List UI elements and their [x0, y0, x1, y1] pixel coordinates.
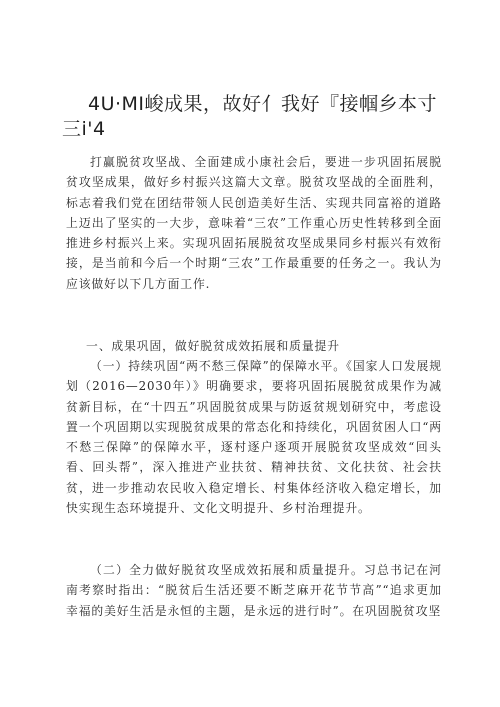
title-line-1: 4U·MI峻成果，故好亻我好『接帼乡本寸: [88, 93, 438, 115]
intro-paragraph: 打赢脱贫攻坚战、全面建成小康社会后，要进一步巩固拓展脱贫攻坚成果，做好乡村振兴这篇大文章。脱贫攻坚战的全面胜利，标志着我们党在团结带领人民创造美好生活、实现共同富裕的道路上迈出了坚实的一大步，意味着“三农”工作重心历史性转移到全面推进乡村振兴上来。实现巩固拓展脱贫攻坚成果同乡村振兴有效衔接，是当前和今后一个时期“三农”工作最重要的任务之一。我认为应该做好以下几方面工作.: [66, 155, 442, 291]
title-line-2: 三i'4: [62, 118, 106, 140]
section-heading: 一、成果巩固，做好脱贫成效拓展和质量提升: [86, 339, 340, 353]
document-title: [62, 92, 442, 142]
subsection-2-paragraph: （二）全力做好脱贫攻坚成效拓展和质量提升。习总书记在河南考察时指出：“脱贫后生活还要不断芝麻开花节节高”“追求更加幸福的美好生活是永恒的主题，是永远的进行时”。在巩固脱贫攻坚: [66, 563, 442, 618]
subsection-1-paragraph: （一）持续巩固“两不愁三保障”的保障水平。《国家人口发展规划（2016—2030年）》明确要求，要将巩固拓展脱贫成果作为减贫新目标，在“十四五”巩固脱贫成果与防返贫规划研究中，考虑设置一个巩固期以实现脱贫成果的常态化和持续化，巩固贫困人口“两不愁三保障”的保障水平，逐村逐户逐项开展脱贫攻坚成效“回头看、回头帮”，深入推进产业扶贫、精神扶贫、文化扶贫、社会扶贫，进一步推动农民收入稳定增长、村集体经济收入稳定增长，加快实现生态环境提升、文化文明提升、乡村治理提升。: [66, 359, 442, 516]
